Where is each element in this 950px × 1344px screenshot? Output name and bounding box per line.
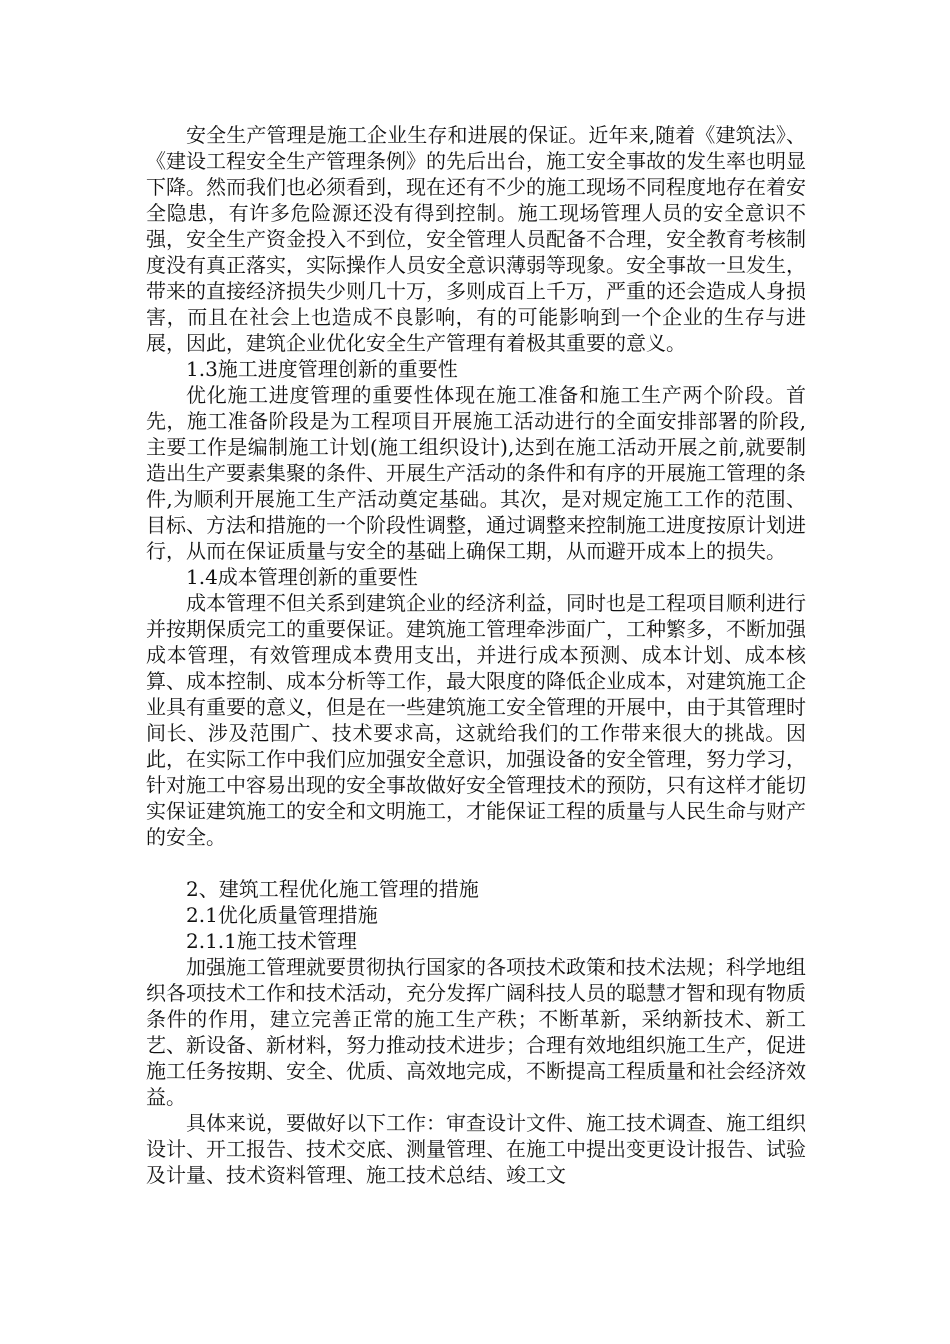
heading-2-1-1: 2.1.1施工技术管理	[186, 929, 357, 953]
heading-2-1: 2.1优化质量管理措施	[186, 903, 378, 927]
heading-1-3: 1.3施工进度管理创新的重要性	[186, 357, 458, 381]
paragraph-technical-management: 加强施工管理就要贯彻执行国家的各项技术政策和技术法规；科学地组织各项技术工作和技术活动，充分发挥广阔科技人员的聪慧才智和现有物质条件的作用，建立完善正常的施工生产秩；不断革新，采纳新技术、新工艺、新设备、新材料，努力推动技术进步；合理有效地组织施工生产，促进施工任务按期、安全、优质、高效地完成，不断提高工程质量和社会经济效益。	[146, 955, 806, 1109]
paragraph-safety-management: 安全生产管理是施工企业生存和进展的保证。近年来,随着《建筑法》、《建设工程安全生产管理条例》的先后出台，施工安全事故的发生率也明显下降。然而我们也必须看到，现在还有不少的施工现场不同程度地存在着安全隐患，有许多危险源还没有得到控制。施工现场管理人员的安全意识不强，安全生产资金投入不到位，安全管理人员配备不合理，安全教育考核制度没有真正落实，实际操作人员安全意识薄弱等现象。安全事故一旦发生，带来的直接经济损失少则几十万，多则成百上千万，严重的还会造成人身损害，而且在社会上也造成不良影响，有的可能影响到一个企业的生存与进展，因此，建筑企业优化安全生产管理有着极其重要的意义。	[146, 123, 806, 355]
heading-2: 2、建筑工程优化施工管理的措施	[186, 877, 479, 901]
paragraph-schedule-management: 优化施工进度管理的重要性体现在施工准备和施工生产两个阶段。首先，施工准备阶段是为工程项目开展施工活动进行的全面安排部署的阶段,主要工作是编制施工计划(施工组织设计),达到在施工活动开展之前,就要制造出生产要素集聚的条件、开展生产活动的条件和有序的开展施工管理的条件,为顺利开展施工生产活动奠定基础。其次，是对规定施工工作的范围、目标、方法和措施的一个阶段性调整，通过调整来控制施工进度按原计划进行，从而在保证质量与安全的基础上确保工期，从而避开成本上的损失。	[146, 383, 806, 563]
paragraph-cost-management: 成本管理不但关系到建筑企业的经济利益，同时也是工程项目顺利进行并按期保质完工的重要保证。建筑施工管理牵涉面广，工种繁多，不断加强成本管理，有效管理成本费用支出，并进行成本预测、成本计划、成本核算、成本控制、成本分析等工作，最大限度的降低企业成本，对建筑施工企业具有重要的意义，但是在一些建筑施工安全管理的开展中，由于其管理时间长、涉及范围广、技术要求高，这就给我们的工作带来很大的挑战。因此，在实际工作中我们应加强安全意识，加强设备的安全管理，努力学习，针对施工中容易出现的安全事故做好安全管理技术的预防，只有这样才能切实保证建筑施工的安全和文明施工，才能保证工程的质量与人民生命与财产的安全。	[146, 591, 806, 849]
paragraph-specific-work: 具体来说，要做好以下工作：审查设计文件、施工技术调查、施工组织设计、开工报告、技术交底、测量管理、在施工中提出变更设计报告、试验及计量、技术资料管理、施工技术总结、竣工文	[146, 1111, 806, 1187]
heading-1-4: 1.4成本管理创新的重要性	[186, 565, 418, 589]
document-page	[146, 122, 806, 1188]
section-gap	[146, 850, 806, 876]
